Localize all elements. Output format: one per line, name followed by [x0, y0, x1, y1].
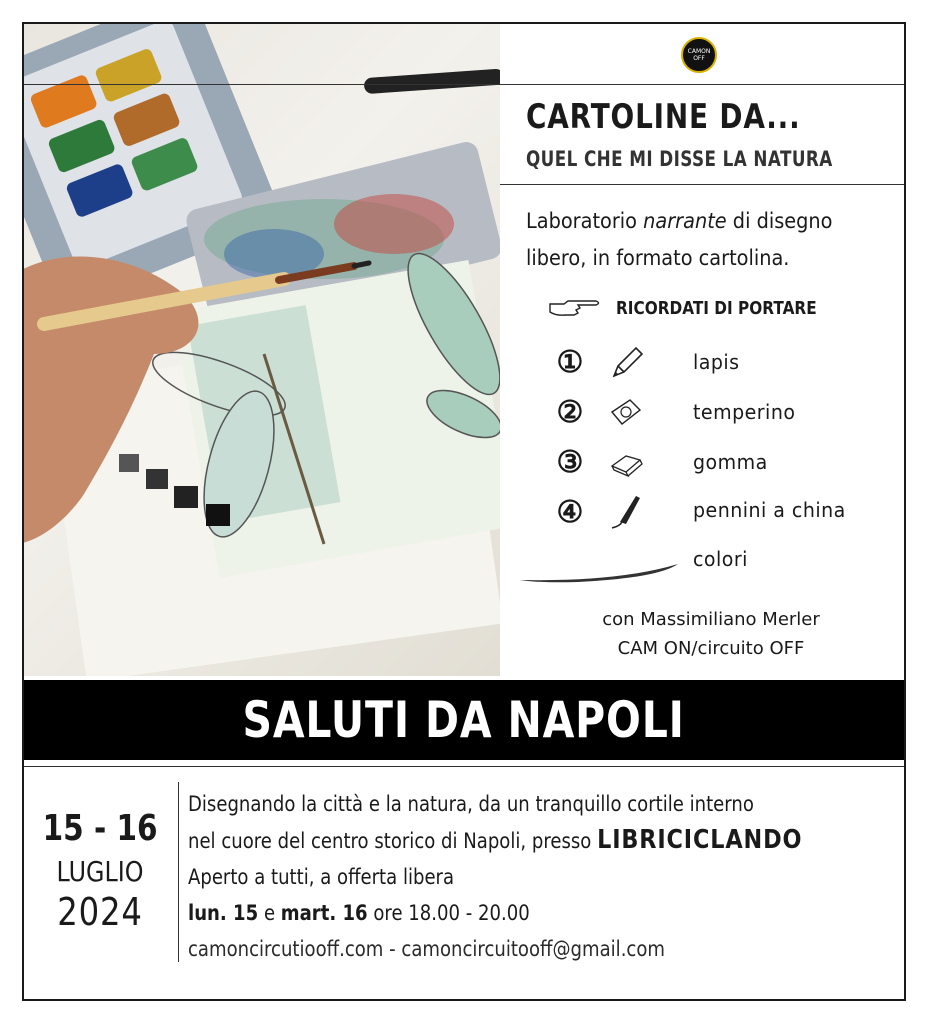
item-label: pennini a china — [693, 498, 846, 522]
swoosh-decoration — [518, 560, 684, 586]
item-label: temperino — [693, 400, 796, 424]
info-contacts: camoncircutiooff.com - camoncircuitooff@gmail.com — [188, 937, 666, 961]
date-month: LUGLIO — [56, 855, 144, 888]
event-subtitle: QUEL CHE MI DISSE LA NATURA — [526, 147, 833, 171]
camon-logo: CAMON OFF — [681, 37, 717, 73]
item-label: gomma — [693, 450, 768, 474]
banner-divider — [24, 766, 904, 767]
venue-name: LIBRICICLANDO — [597, 825, 803, 855]
title-divider — [500, 184, 904, 185]
item-label: lapis — [693, 350, 740, 374]
credit-block — [526, 605, 896, 663]
item-number: ④ — [556, 494, 584, 530]
list-item — [552, 494, 646, 530]
event-info — [188, 786, 802, 967]
item-number: ③ — [556, 444, 584, 480]
description-italic: narrante — [643, 209, 727, 233]
date-divider — [178, 782, 179, 962]
info-line-2: nel cuore del centro storico di Napoli, presso LIBRICICLANDO — [188, 825, 803, 855]
top-divider — [24, 84, 904, 85]
date-year: 2024 — [57, 890, 143, 934]
eraser-icon — [606, 444, 646, 480]
event-description: Laboratorio narrante di disegno libero, in formato cartolina. — [526, 209, 833, 270]
remember-label: RICORDATI DI PORTARE — [616, 297, 817, 319]
event-date — [30, 808, 170, 934]
info-schedule: lun. 15 e mart. 16 ore 18.00 - 20.00 — [188, 901, 530, 925]
credit-org: CAM ON/circuito OFF — [617, 638, 805, 659]
email-link[interactable]: camoncircuitooff@gmail.com — [401, 937, 666, 961]
website-link[interactable]: camoncircutiooff.com — [188, 937, 384, 961]
remember-heading — [546, 296, 852, 320]
pointing-hand-icon — [546, 296, 602, 320]
watercolor-photo — [24, 24, 500, 676]
pencil-icon — [606, 344, 646, 380]
list-item — [552, 344, 646, 380]
event-title: CARTOLINE DA... — [526, 97, 801, 137]
title-banner — [24, 680, 904, 760]
banner-text: SALUTI DA NAPOLI — [242, 691, 686, 749]
credit-author: con Massimiliano Merler — [602, 609, 820, 630]
info-line-1: Disegnando la città e la natura, da un tranquillo cortile interno — [188, 792, 754, 816]
item-number: ① — [556, 344, 584, 380]
pen-nib-icon — [606, 494, 646, 530]
extra-item-label: colori — [693, 547, 748, 571]
item-number: ② — [556, 394, 584, 430]
date-days: 15 - 16 — [42, 808, 158, 849]
list-item — [552, 394, 646, 430]
list-item — [552, 444, 646, 480]
sharpener-icon — [606, 394, 646, 430]
info-line-3: Aperto a tutti, a offerta libera — [188, 865, 455, 889]
